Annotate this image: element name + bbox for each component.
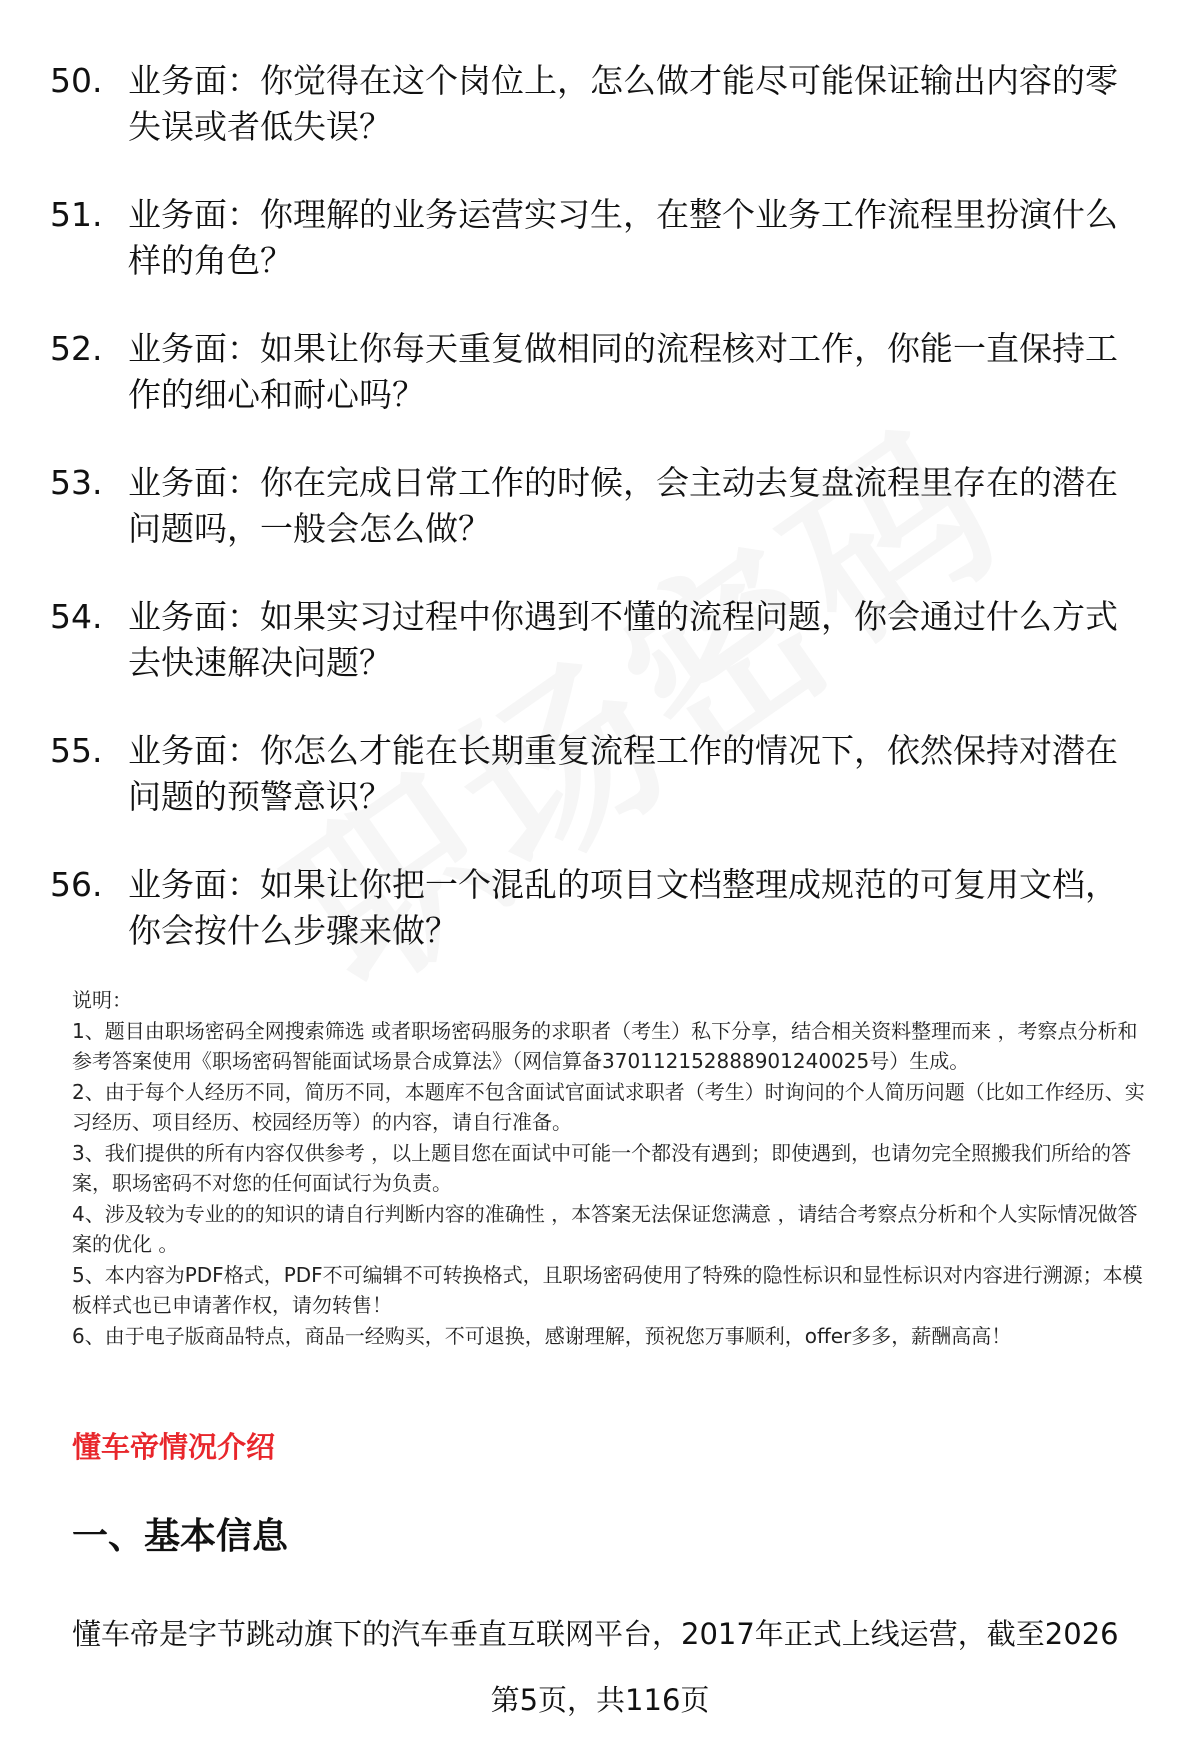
question-text: 业务面：如果实习过程中你遇到不懂的流程问题，你会通过什么方式去快速解决问题？	[128, 597, 1118, 682]
question-item	[50, 58, 1150, 150]
question-number: 56.	[50, 865, 103, 904]
note-item: 1、题目由职场密码全网搜索筛选 或者职场密码服务的求职者（考生）私下分享，结合相关资料整理而来 ，考察点分析和参考答案使用《职场密码智能面试场景合成算法》（网信算备370112152888901240025号）生成。	[72, 1018, 1138, 1073]
question-number: 52.	[50, 329, 103, 368]
notes-section	[72, 985, 1157, 1351]
question-item	[50, 326, 1150, 418]
section-heading: 一、基本信息	[72, 1516, 289, 1557]
question-text: 业务面：你在完成日常工作的时候，会主动去复盘流程里存在的潜在问题吗，一般会怎么做？	[128, 463, 1118, 548]
page-number: 第5页，共116页	[490, 1683, 710, 1717]
question-item	[50, 192, 1150, 284]
question-text: 业务面：你理解的业务运营实习生，在整个业务工作流程里扮演什么样的角色？	[128, 195, 1118, 280]
note-item: 5、本内容为PDF格式，PDF不可编辑不可转换格式，且职场密码使用了特殊的隐性标识和显性标识对内容进行溯源；本模板样式也已申请著作权，请勿转售！	[72, 1262, 1143, 1317]
question-number: 55.	[50, 731, 103, 770]
note-item: 2、由于每个人经历不同，简历不同，本题库不包含面试官面试求职者（考生）时询问的个人简历问题（比如工作经历、实习经历、项目经历、校园经历等）的内容，请自行准备。	[72, 1079, 1145, 1134]
question-text: 业务面：如果让你每天重复做相同的流程核对工作，你能一直保持工作的细心和耐心吗？	[128, 329, 1118, 414]
question-number: 51.	[50, 195, 103, 234]
question-item	[50, 594, 1150, 686]
question-item	[50, 728, 1150, 820]
question-number: 53.	[50, 463, 103, 502]
notes-title: 说明：	[72, 988, 132, 1012]
question-text: 业务面：如果让你把一个混乱的项目文档整理成规范的可复用文档，你会按什么步骤来做？	[128, 865, 1118, 950]
question-item	[50, 460, 1150, 552]
note-item: 3、我们提供的所有内容仅供参考 ，以上题目您在面试中可能一个都没有遇到；即使遇到，也请勿完全照搬我们所给的答案，职场密码不对您的任何面试行为负责。	[72, 1140, 1132, 1195]
question-text: 业务面：你怎么才能在长期重复流程工作的情况下，依然保持对潜在问题的预警意识？	[128, 731, 1118, 816]
note-item: 6、由于电子版商品特点，商品一经购买，不可退换，感谢理解，预祝您万事顺利，offer多多，薪酬高高！	[72, 1323, 1012, 1348]
note-item: 4、涉及较为专业的的知识的请自行判断内容的准确性 ，本答案无法保证您满意 ，请结合考察点分析和个人实际情况做答案的优化 。	[72, 1201, 1138, 1256]
question-list	[50, 58, 1150, 996]
section-title: 懂车帝情况介绍	[72, 1430, 276, 1464]
question-number: 50.	[50, 61, 103, 100]
question-text: 业务面：你觉得在这个岗位上，怎么做才能尽可能保证输出内容的零失误或者低失误？	[128, 61, 1118, 146]
question-number: 54.	[50, 597, 103, 636]
body-paragraph: 懂车帝是字节跳动旗下的汽车垂直互联网平台，2017年正式上线运营，截至2026	[72, 1617, 1119, 1651]
question-item	[50, 862, 1150, 954]
